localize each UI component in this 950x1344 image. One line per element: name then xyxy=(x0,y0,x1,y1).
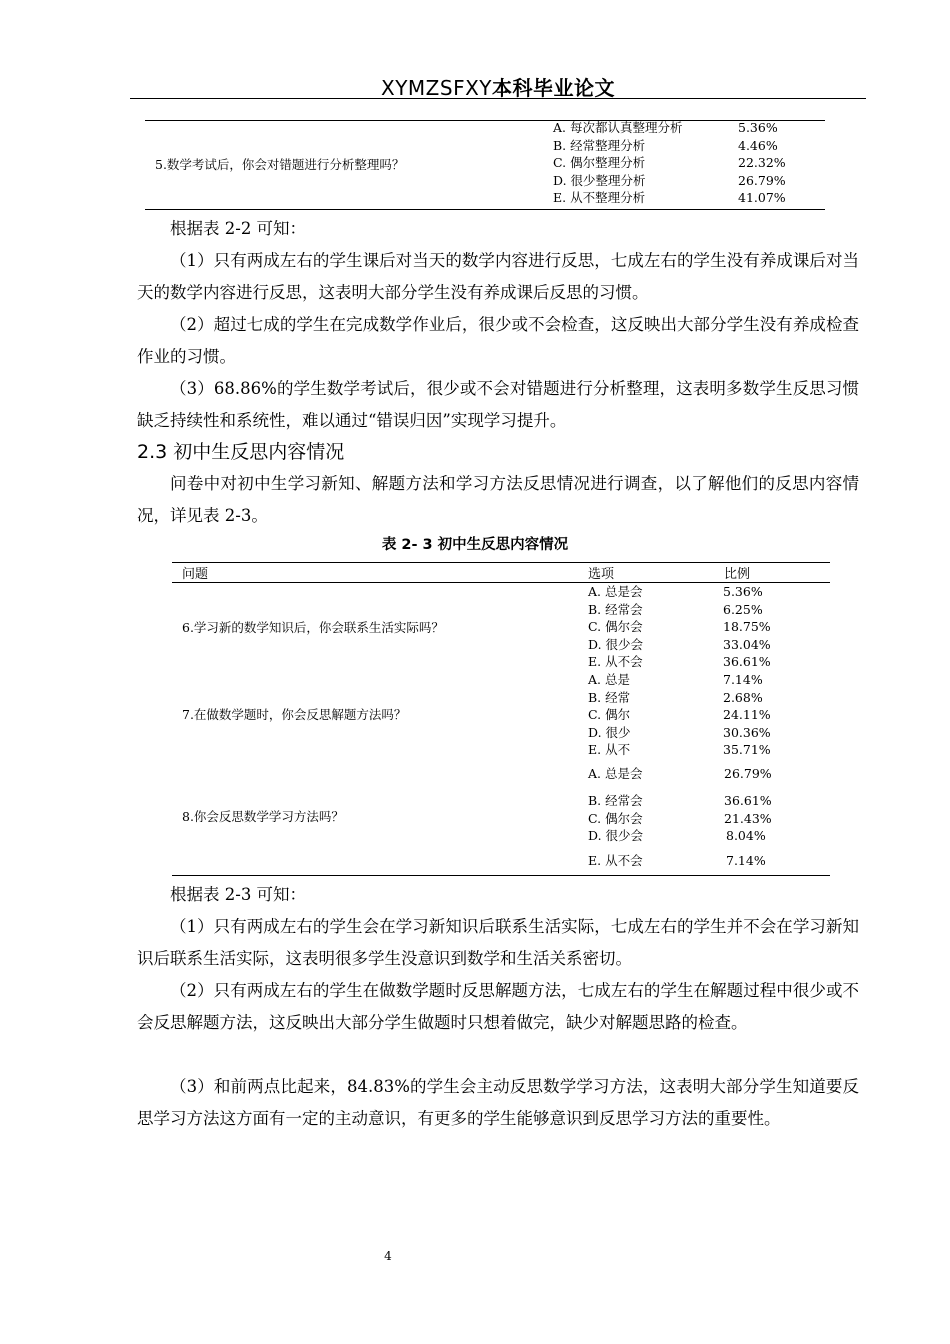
table23-bottom-rule xyxy=(172,875,830,876)
q8-option-d: D. 很少会 xyxy=(588,828,644,844)
q6-value-b: 6.25% xyxy=(723,601,763,617)
value-a: 5.36% xyxy=(738,120,778,135)
option-c: C. 偶尔整理分析 xyxy=(553,155,646,171)
option-e: E. 从不整理分析 xyxy=(553,190,646,206)
q7-option-d: D. 很少 xyxy=(588,724,631,740)
q6-option-e: E. 从不会 xyxy=(588,654,643,670)
table-prev-top-rule xyxy=(145,120,825,121)
q7-value-a: 7.14% xyxy=(723,672,763,687)
option-b: B. 经常整理分析 xyxy=(553,137,646,153)
q8-option-a: A. 总是会 xyxy=(588,766,643,781)
value-b: 4.46% xyxy=(738,137,778,153)
q7-value-c: 24.11% xyxy=(723,707,771,723)
header-latin: XYMZSFXY xyxy=(381,76,492,100)
analysis1-p1: （1）只有两成左右的学生课后对当天的数学内容进行反思，七成左右的学生没有养成课后对当天的数学内容进行反思，这表明大部分学生没有养成课后反思的习惯。 xyxy=(137,251,859,302)
q8-value-d: 8.04% xyxy=(726,828,766,844)
table23-header-question: 问题 xyxy=(182,567,209,582)
q8-value-e: 7.14% xyxy=(726,853,766,868)
header-title: 本科毕业论文 xyxy=(492,76,615,100)
section-intro: 问卷中对初中生学习新知、解题方法和学习方法反思情况进行调查，以了解他们的反思内容情况，详见表 2-3。 xyxy=(137,474,859,525)
q7-value-d: 30.36% xyxy=(723,724,771,740)
q6-values xyxy=(723,583,771,671)
option-a: A. 每次都认真整理分析 xyxy=(553,120,683,135)
q8-option-b: B. 经常会 xyxy=(588,793,643,808)
value-d: 26.79% xyxy=(738,172,786,188)
analysis1-p2: （2）超过七成的学生在完成数学作业后，很少或不会检查，这反映出大部分学生没有养成检查作业的习惯。 xyxy=(137,315,859,366)
q8-option-e: E. 从不会 xyxy=(588,853,643,868)
analysis2-p3: （3）和前两点比起来，84.83%的学生会主动反思数学学习方法，这表明大部分学生知道要反思学习方法这方面有一定的主动意识，有更多的学生能够意识到反思学习方法的重要性。 xyxy=(137,1077,859,1128)
q6-option-d: D. 很少会 xyxy=(588,636,644,652)
q8-value-c: 21.43% xyxy=(724,810,772,826)
section-title: 2.3 初中生反思内容情况 xyxy=(137,441,345,463)
table23-header-ratio: 比例 xyxy=(724,567,751,582)
q7-values xyxy=(723,671,771,759)
q6-option-b: B. 经常会 xyxy=(588,601,643,617)
q6-option-c: C. 偶尔会 xyxy=(588,619,643,635)
value-c: 22.32% xyxy=(738,155,786,171)
q8-options xyxy=(588,792,643,845)
table-prev-options xyxy=(553,119,682,207)
header-rule xyxy=(130,98,866,99)
analysis2-intro: 根据表 2-3 可知： xyxy=(170,885,307,904)
analysis1-intro: 根据表 2-2 可知： xyxy=(170,219,307,238)
table23-header-option: 选项 xyxy=(588,567,615,582)
q7-question: 7.在做数学题时，你会反思解题方法吗？ xyxy=(182,707,407,722)
analysis1-p3: （3）68.86%的学生数学考试后，很少或不会对错题进行分析整理，这表明多数学生反思习惯缺乏持续性和系统性，难以通过“错误归因”实现学习提升。 xyxy=(137,379,859,430)
q7-option-c: C. 偶尔 xyxy=(588,707,631,723)
q7-option-e: E. 从不 xyxy=(588,742,631,758)
q7-options xyxy=(588,671,631,759)
q6-options xyxy=(588,583,643,671)
q6-value-c: 18.75% xyxy=(723,619,771,635)
analysis2-p2: （2）只有两成左右的学生在做数学题时反思解题方法，七成左右的学生在解题过程中很少或不会反思解题方法，这反映出大部分学生做题时只想着做完，缺少对解题思路的检查。 xyxy=(137,981,859,1032)
table-prev-bottom-rule xyxy=(145,209,825,210)
q8-value-a: 26.79% xyxy=(724,766,772,781)
page-number: 4 xyxy=(384,1249,392,1263)
q7-value-e: 35.71% xyxy=(723,742,771,758)
q7-option-a: A. 总是 xyxy=(588,672,630,687)
table-prev-question: 5.数学考试后，你会对错题进行分析整理吗？ xyxy=(155,157,405,172)
page-header xyxy=(130,72,866,101)
q8-value-b: 36.61% xyxy=(724,793,772,808)
q8-option-c: C. 偶尔会 xyxy=(588,810,643,826)
q7-option-b: B. 经常 xyxy=(588,689,631,705)
value-e: 41.07% xyxy=(738,190,786,206)
q7-value-b: 2.68% xyxy=(723,689,763,705)
q6-option-a: A. 总是会 xyxy=(588,584,643,599)
q8-question: 8.你会反思数学学习方法吗？ xyxy=(182,809,344,824)
table23-caption: 表 2- 3 初中生反思内容情况 xyxy=(381,537,569,553)
q6-value-e: 36.61% xyxy=(723,654,771,670)
q6-value-d: 33.04% xyxy=(723,636,771,652)
q6-value-a: 5.36% xyxy=(723,584,763,599)
table-prev-values xyxy=(738,119,786,207)
q8-values xyxy=(724,792,772,845)
analysis2-p1: （1）只有两成左右的学生会在学习新知识后联系生活实际，七成左右的学生并不会在学习新知识后联系生活实际，这表明很多学生没意识到数学和生活关系密切。 xyxy=(137,917,859,968)
option-d: D. 很少整理分析 xyxy=(553,172,646,188)
q6-question: 6.学习新的数学知识后，你会联系生活实际吗？ xyxy=(182,620,444,635)
